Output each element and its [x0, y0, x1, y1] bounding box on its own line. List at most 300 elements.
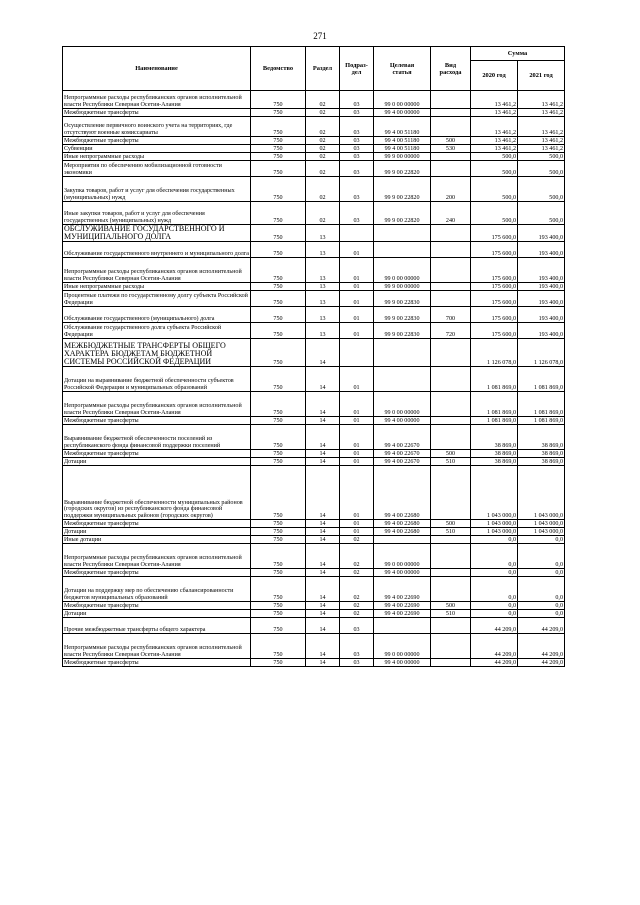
- row-sum-2021: 193 400,0: [518, 323, 565, 339]
- row-subsection: 03: [340, 659, 374, 667]
- table-row: [63, 450, 565, 458]
- row-article: 99 9 00 22820: [374, 161, 431, 177]
- row-article: 99 0 00 00000: [374, 392, 431, 417]
- row-section: 14: [306, 417, 340, 425]
- row-dept: 750: [251, 117, 306, 137]
- row-sum-2021: 0,0: [518, 577, 565, 602]
- row-sum-2020: 1 081 869,0: [471, 367, 518, 392]
- table-row: [63, 161, 565, 177]
- row-sum-2020: 175 600,0: [471, 242, 518, 258]
- row-sum-2021: 13 461,2: [518, 91, 565, 109]
- table-row: [63, 283, 565, 291]
- row-subsection: 02: [340, 536, 374, 544]
- row-article: 99 0 00 00000: [374, 634, 431, 659]
- row-subsection: 03: [340, 109, 374, 117]
- row-expense-type: [431, 536, 471, 544]
- row-name: Выравнивание бюджетной обеспеченности муниципальных районов (городских округов) из республиканского фонда финансовой поддержки муниципальных районов (городских округов): [63, 466, 251, 520]
- row-sum-2020: 0,0: [471, 610, 518, 618]
- header-section: Раздел: [306, 47, 340, 91]
- row-sum-2020: 13 461,2: [471, 91, 518, 109]
- row-expense-type: 500: [431, 450, 471, 458]
- row-sum-2020: 38 869,0: [471, 450, 518, 458]
- row-subsection: 02: [340, 602, 374, 610]
- row-expense-type: [431, 569, 471, 577]
- row-article: 99 4 00 51180: [374, 137, 431, 145]
- table-row: [63, 569, 565, 577]
- row-sum-2020: 13 461,2: [471, 137, 518, 145]
- row-article: 99 0 00 00000: [374, 544, 431, 569]
- table-row: [63, 367, 565, 392]
- row-section: 14: [306, 339, 340, 367]
- row-dept: 750: [251, 258, 306, 283]
- row-name: Межбюджетные трансферты: [63, 659, 251, 667]
- row-subsection: [340, 339, 374, 367]
- row-expense-type: [431, 242, 471, 258]
- row-dept: 750: [251, 91, 306, 109]
- row-name: Субвенции: [63, 145, 251, 153]
- row-name: Прочие межбюджетные трансферты общего характера: [63, 618, 251, 634]
- row-sum-2020: 38 869,0: [471, 425, 518, 450]
- row-name: Дотации на выравнивание бюджетной обеспеченности субъектов Российской Федерации и муниципальных образований: [63, 367, 251, 392]
- table-row: [63, 392, 565, 417]
- table-row: [63, 634, 565, 659]
- row-subsection: 01: [340, 307, 374, 323]
- table-row: [63, 602, 565, 610]
- row-sum-2021: 500,0: [518, 161, 565, 177]
- table-row: [63, 225, 565, 242]
- table-row: [63, 577, 565, 602]
- row-sum-2021: 1 081 869,0: [518, 392, 565, 417]
- row-expense-type: [431, 225, 471, 242]
- row-expense-type: [431, 634, 471, 659]
- row-subsection: 02: [340, 569, 374, 577]
- row-sum-2020: 500,0: [471, 161, 518, 177]
- row-sum-2020: 175 600,0: [471, 307, 518, 323]
- row-subsection: 01: [340, 466, 374, 520]
- row-sum-2021: 0,0: [518, 610, 565, 618]
- header-year-2020: 2020 год: [471, 61, 518, 91]
- row-subsection: 01: [340, 392, 374, 417]
- row-sum-2020: 13 461,2: [471, 109, 518, 117]
- row-expense-type: 530: [431, 145, 471, 153]
- row-section: 13: [306, 283, 340, 291]
- table-row: [63, 242, 565, 258]
- row-name: Обслуживание государственного внутреннего и муниципального долга: [63, 242, 251, 258]
- row-subsection: 02: [340, 610, 374, 618]
- row-section: 14: [306, 569, 340, 577]
- row-dept: 750: [251, 291, 306, 307]
- row-dept: 750: [251, 202, 306, 225]
- row-name: Непрограммные расходы республиканских органов исполнительной власти Республики Северная Осетия-Алания: [63, 544, 251, 569]
- row-section: 13: [306, 307, 340, 323]
- header-year-2021: 2021 год: [518, 61, 565, 91]
- row-sum-2021: 13 461,2: [518, 145, 565, 153]
- table-row: [63, 528, 565, 536]
- row-dept: 750: [251, 161, 306, 177]
- row-dept: 750: [251, 225, 306, 242]
- row-name: Иные непрограммные расходы: [63, 283, 251, 291]
- row-name: Иные дотации: [63, 536, 251, 544]
- header-sum: Сумма: [471, 47, 565, 61]
- row-name: Обслуживание государственного (муниципального) долга: [63, 307, 251, 323]
- row-sum-2021: 193 400,0: [518, 283, 565, 291]
- row-article: [374, 242, 431, 258]
- row-sum-2020: 44 209,0: [471, 618, 518, 634]
- row-name: Дотации на поддержку мер по обеспечению сбалансированности бюджетов муниципальных образований: [63, 577, 251, 602]
- row-sum-2020: 1 126 078,0: [471, 339, 518, 367]
- row-name: Выравнивание бюджетной обеспеченности поселений из республиканского фонда финансовой поддержки поселений: [63, 425, 251, 450]
- header-article: Целевая статья: [374, 47, 431, 91]
- row-sum-2021: 13 461,2: [518, 109, 565, 117]
- row-dept: 750: [251, 634, 306, 659]
- row-sum-2020: 13 461,2: [471, 145, 518, 153]
- row-subsection: 01: [340, 417, 374, 425]
- row-dept: 750: [251, 153, 306, 161]
- row-subsection: [340, 225, 374, 242]
- table-row: [63, 536, 565, 544]
- row-sum-2020: 500,0: [471, 202, 518, 225]
- row-expense-type: [431, 577, 471, 602]
- row-sum-2021: 44 209,0: [518, 659, 565, 667]
- table-row: [63, 137, 565, 145]
- row-expense-type: 500: [431, 602, 471, 610]
- row-sum-2020: 1 043 000,0: [471, 466, 518, 520]
- row-sum-2020: 175 600,0: [471, 258, 518, 283]
- row-article: 99 4 00 22690: [374, 610, 431, 618]
- row-article: 99 0 00 00000: [374, 258, 431, 283]
- row-subsection: 01: [340, 367, 374, 392]
- table-row: [63, 323, 565, 339]
- row-dept: 750: [251, 610, 306, 618]
- row-section: 14: [306, 528, 340, 536]
- row-dept: 750: [251, 450, 306, 458]
- row-article: 99 9 00 22830: [374, 323, 431, 339]
- row-dept: 750: [251, 602, 306, 610]
- table-row: [63, 307, 565, 323]
- row-article: 99 4 00 22680: [374, 466, 431, 520]
- row-sum-2020: 44 209,0: [471, 659, 518, 667]
- row-sum-2020: 0,0: [471, 536, 518, 544]
- row-sum-2021: 1 081 869,0: [518, 367, 565, 392]
- row-expense-type: [431, 392, 471, 417]
- row-section: 13: [306, 291, 340, 307]
- row-expense-type: [431, 283, 471, 291]
- row-article: 99 9 00 00000: [374, 153, 431, 161]
- row-name: Межбюджетные трансферты: [63, 602, 251, 610]
- row-dept: 750: [251, 307, 306, 323]
- row-subsection: 01: [340, 242, 374, 258]
- row-expense-type: [431, 161, 471, 177]
- row-dept: 750: [251, 242, 306, 258]
- row-name: Непрограммные расходы республиканских органов исполнительной власти Республики Северная Осетия-Алания: [63, 392, 251, 417]
- row-article: 99 9 00 22820: [374, 177, 431, 202]
- table-row: [63, 544, 565, 569]
- row-section: 14: [306, 425, 340, 450]
- row-dept: 750: [251, 618, 306, 634]
- row-expense-type: 240: [431, 202, 471, 225]
- row-name: Мероприятия по обеспечению мобилизационной готовности экономики: [63, 161, 251, 177]
- row-expense-type: [431, 659, 471, 667]
- row-article: 99 4 00 00000: [374, 569, 431, 577]
- row-name: Иные закупки товаров, работ и услуг для обеспечения государственных (муниципальных) нужд: [63, 202, 251, 225]
- row-article: [374, 339, 431, 367]
- row-section: 14: [306, 602, 340, 610]
- row-sum-2021: 500,0: [518, 153, 565, 161]
- row-article: 99 4 00 22670: [374, 450, 431, 458]
- row-sum-2021: 193 400,0: [518, 225, 565, 242]
- row-sum-2020: 0,0: [471, 602, 518, 610]
- row-subsection: 03: [340, 618, 374, 634]
- row-section: 14: [306, 450, 340, 458]
- row-subsection: 03: [340, 634, 374, 659]
- row-expense-type: [431, 466, 471, 520]
- row-expense-type: 500: [431, 520, 471, 528]
- row-sum-2020: 175 600,0: [471, 283, 518, 291]
- row-section: 14: [306, 659, 340, 667]
- row-sum-2020: 1 043 000,0: [471, 520, 518, 528]
- row-section: 14: [306, 577, 340, 602]
- row-name: Межбюджетные трансферты: [63, 109, 251, 117]
- row-sum-2021: 38 869,0: [518, 450, 565, 458]
- row-article: 99 4 00 22690: [374, 577, 431, 602]
- row-sum-2021: 38 869,0: [518, 425, 565, 450]
- row-sum-2021: 0,0: [518, 544, 565, 569]
- row-dept: 750: [251, 417, 306, 425]
- row-article: [374, 536, 431, 544]
- row-dept: 750: [251, 367, 306, 392]
- row-name: Непрограммные расходы республиканских органов исполнительной власти Республики Северная Осетия-Алания: [63, 258, 251, 283]
- row-sum-2020: 500,0: [471, 177, 518, 202]
- row-subsection: 03: [340, 117, 374, 137]
- row-sum-2021: 0,0: [518, 602, 565, 610]
- row-sum-2021: 44 209,0: [518, 634, 565, 659]
- row-subsection: 01: [340, 520, 374, 528]
- row-expense-type: [431, 417, 471, 425]
- row-name: Межбюджетные трансферты: [63, 417, 251, 425]
- row-section: 13: [306, 242, 340, 258]
- row-article: 99 9 00 22830: [374, 307, 431, 323]
- row-section: 14: [306, 392, 340, 417]
- row-article: 99 9 00 22830: [374, 291, 431, 307]
- row-sum-2020: 13 461,2: [471, 117, 518, 137]
- table-row: [63, 91, 565, 109]
- row-expense-type: [431, 91, 471, 109]
- table-row: [63, 520, 565, 528]
- row-sum-2020: 175 600,0: [471, 323, 518, 339]
- row-sum-2020: 1 081 869,0: [471, 417, 518, 425]
- row-article: 99 9 00 00000: [374, 283, 431, 291]
- table-row: [63, 177, 565, 202]
- row-sum-2021: 0,0: [518, 536, 565, 544]
- row-section: 14: [306, 544, 340, 569]
- row-article: 99 4 00 22690: [374, 602, 431, 610]
- row-section: 02: [306, 177, 340, 202]
- row-sum-2021: 0,0: [518, 569, 565, 577]
- row-expense-type: [431, 153, 471, 161]
- row-subsection: 02: [340, 577, 374, 602]
- row-sum-2021: 1 043 000,0: [518, 528, 565, 536]
- row-subsection: 01: [340, 528, 374, 536]
- row-dept: 750: [251, 177, 306, 202]
- row-section: 02: [306, 109, 340, 117]
- row-article: 99 4 00 00000: [374, 109, 431, 117]
- row-section: 02: [306, 137, 340, 145]
- row-section: 14: [306, 634, 340, 659]
- row-dept: 750: [251, 339, 306, 367]
- row-name: Межбюджетные трансферты: [63, 450, 251, 458]
- row-article: 99 4 00 22680: [374, 528, 431, 536]
- row-expense-type: 200: [431, 177, 471, 202]
- row-expense-type: 500: [431, 137, 471, 145]
- row-subsection: 01: [340, 283, 374, 291]
- row-sum-2020: 500,0: [471, 153, 518, 161]
- row-sum-2021: 38 869,0: [518, 458, 565, 466]
- row-sum-2020: 0,0: [471, 569, 518, 577]
- header-expense-type: Вид расхода: [431, 47, 471, 91]
- row-subsection: 01: [340, 291, 374, 307]
- row-article: 99 4 00 51180: [374, 145, 431, 153]
- row-sum-2020: 1 081 869,0: [471, 392, 518, 417]
- row-expense-type: [431, 109, 471, 117]
- table-row: [63, 145, 565, 153]
- row-sum-2020: 0,0: [471, 544, 518, 569]
- row-name: Дотации: [63, 610, 251, 618]
- row-dept: 750: [251, 659, 306, 667]
- row-expense-type: [431, 367, 471, 392]
- row-sum-2020: 44 209,0: [471, 634, 518, 659]
- row-subsection: 01: [340, 323, 374, 339]
- table-row: [63, 202, 565, 225]
- row-article: 99 4 00 00000: [374, 417, 431, 425]
- row-sum-2020: 175 600,0: [471, 291, 518, 307]
- row-article: 99 4 00 22680: [374, 520, 431, 528]
- table-row: [63, 117, 565, 137]
- row-dept: 750: [251, 520, 306, 528]
- row-subsection: 03: [340, 137, 374, 145]
- row-sum-2021: 193 400,0: [518, 242, 565, 258]
- row-expense-type: 510: [431, 528, 471, 536]
- row-article: 99 4 00 00000: [374, 659, 431, 667]
- row-subsection: 03: [340, 91, 374, 109]
- table-row: [63, 417, 565, 425]
- row-dept: 750: [251, 137, 306, 145]
- row-expense-type: [431, 291, 471, 307]
- row-name: Непрограммные расходы республиканских органов исполнительной власти Республики Северная Осетия-Алания: [63, 634, 251, 659]
- row-section: 14: [306, 520, 340, 528]
- header-name: Наименование: [63, 47, 251, 91]
- row-dept: 750: [251, 392, 306, 417]
- row-expense-type: 700: [431, 307, 471, 323]
- row-dept: 750: [251, 458, 306, 466]
- row-dept: 750: [251, 528, 306, 536]
- row-dept: 750: [251, 569, 306, 577]
- row-subsection: 03: [340, 161, 374, 177]
- row-name: Закупка товаров, работ и услуг для обеспечения государственных (муниципальных) нужд: [63, 177, 251, 202]
- table-row: [63, 458, 565, 466]
- row-subsection: 01: [340, 458, 374, 466]
- table-row: [63, 153, 565, 161]
- row-name: Процентные платежи по государственному долгу субъекта Российской Федерации: [63, 291, 251, 307]
- table-row: [63, 109, 565, 117]
- row-article: [374, 225, 431, 242]
- table-row: [63, 425, 565, 450]
- row-subsection: 01: [340, 425, 374, 450]
- row-section: 14: [306, 458, 340, 466]
- table-row: [63, 291, 565, 307]
- row-expense-type: 510: [431, 458, 471, 466]
- row-sum-2021: 1 081 869,0: [518, 417, 565, 425]
- row-expense-type: [431, 339, 471, 367]
- row-expense-type: [431, 258, 471, 283]
- row-name: Обслуживание государственного долга субъекта Российской Федерации: [63, 323, 251, 339]
- row-expense-type: [431, 544, 471, 569]
- table-row: [63, 258, 565, 283]
- row-expense-type: [431, 618, 471, 634]
- row-name: МЕЖБЮДЖЕТНЫЕ ТРАНСФЕРТЫ ОБЩЕГО ХАРАКТЕРА БЮДЖЕТАМ БЮДЖЕТНОЙ СИСТЕМЫ РОССИЙСКОЙ ФЕДЕРАЦИИ: [63, 339, 251, 367]
- row-name: ОБСЛУЖИВАНИЕ ГОСУДАРСТВЕННОГО И МУНИЦИПАЛЬНОГО ДОЛГА: [63, 225, 251, 242]
- row-article: 99 4 00 51180: [374, 117, 431, 137]
- row-dept: 750: [251, 109, 306, 117]
- row-subsection: 03: [340, 153, 374, 161]
- row-name: Межбюджетные трансферты: [63, 569, 251, 577]
- row-sum-2021: 193 400,0: [518, 291, 565, 307]
- row-section: 14: [306, 466, 340, 520]
- row-name: Осуществление первичного воинского учета на территориях, где отсутствуют военные комиссариаты: [63, 117, 251, 137]
- row-name: Непрограммные расходы республиканских органов исполнительной власти Республики Северная Осетия-Алания: [63, 91, 251, 109]
- row-dept: 750: [251, 425, 306, 450]
- row-sum-2021: 13 461,2: [518, 137, 565, 145]
- row-section: 02: [306, 117, 340, 137]
- header-dept: Ведомство: [251, 47, 306, 91]
- row-article: 99 0 00 00000: [374, 91, 431, 109]
- row-section: 14: [306, 367, 340, 392]
- row-dept: 750: [251, 283, 306, 291]
- row-sum-2021: 44 209,0: [518, 618, 565, 634]
- row-dept: 750: [251, 577, 306, 602]
- table-row: [63, 659, 565, 667]
- row-section: 02: [306, 91, 340, 109]
- row-section: 14: [306, 618, 340, 634]
- row-subsection: 01: [340, 258, 374, 283]
- row-dept: 750: [251, 544, 306, 569]
- row-sum-2021: 1 043 000,0: [518, 520, 565, 528]
- row-section: 02: [306, 161, 340, 177]
- row-section: 13: [306, 225, 340, 242]
- row-section: 13: [306, 323, 340, 339]
- row-sum-2021: 1 126 078,0: [518, 339, 565, 367]
- row-section: 02: [306, 145, 340, 153]
- row-subsection: 03: [340, 145, 374, 153]
- table-row: [63, 618, 565, 634]
- row-sum-2020: 175 600,0: [471, 225, 518, 242]
- row-sum-2021: 13 461,2: [518, 117, 565, 137]
- row-name: Дотации: [63, 458, 251, 466]
- header-subsection: Подраз- дел: [340, 47, 374, 91]
- row-article: 99 4 00 22670: [374, 458, 431, 466]
- row-dept: 750: [251, 466, 306, 520]
- row-section: 13: [306, 258, 340, 283]
- table-row: [63, 466, 565, 520]
- row-section: 02: [306, 202, 340, 225]
- row-article: 99 9 00 22820: [374, 202, 431, 225]
- row-subsection: 01: [340, 450, 374, 458]
- row-name: Межбюджетные трансферты: [63, 520, 251, 528]
- table-row: [63, 339, 565, 367]
- row-sum-2021: 500,0: [518, 177, 565, 202]
- row-sum-2020: 1 043 000,0: [471, 528, 518, 536]
- row-name: Межбюджетные трансферты: [63, 137, 251, 145]
- row-sum-2020: 0,0: [471, 577, 518, 602]
